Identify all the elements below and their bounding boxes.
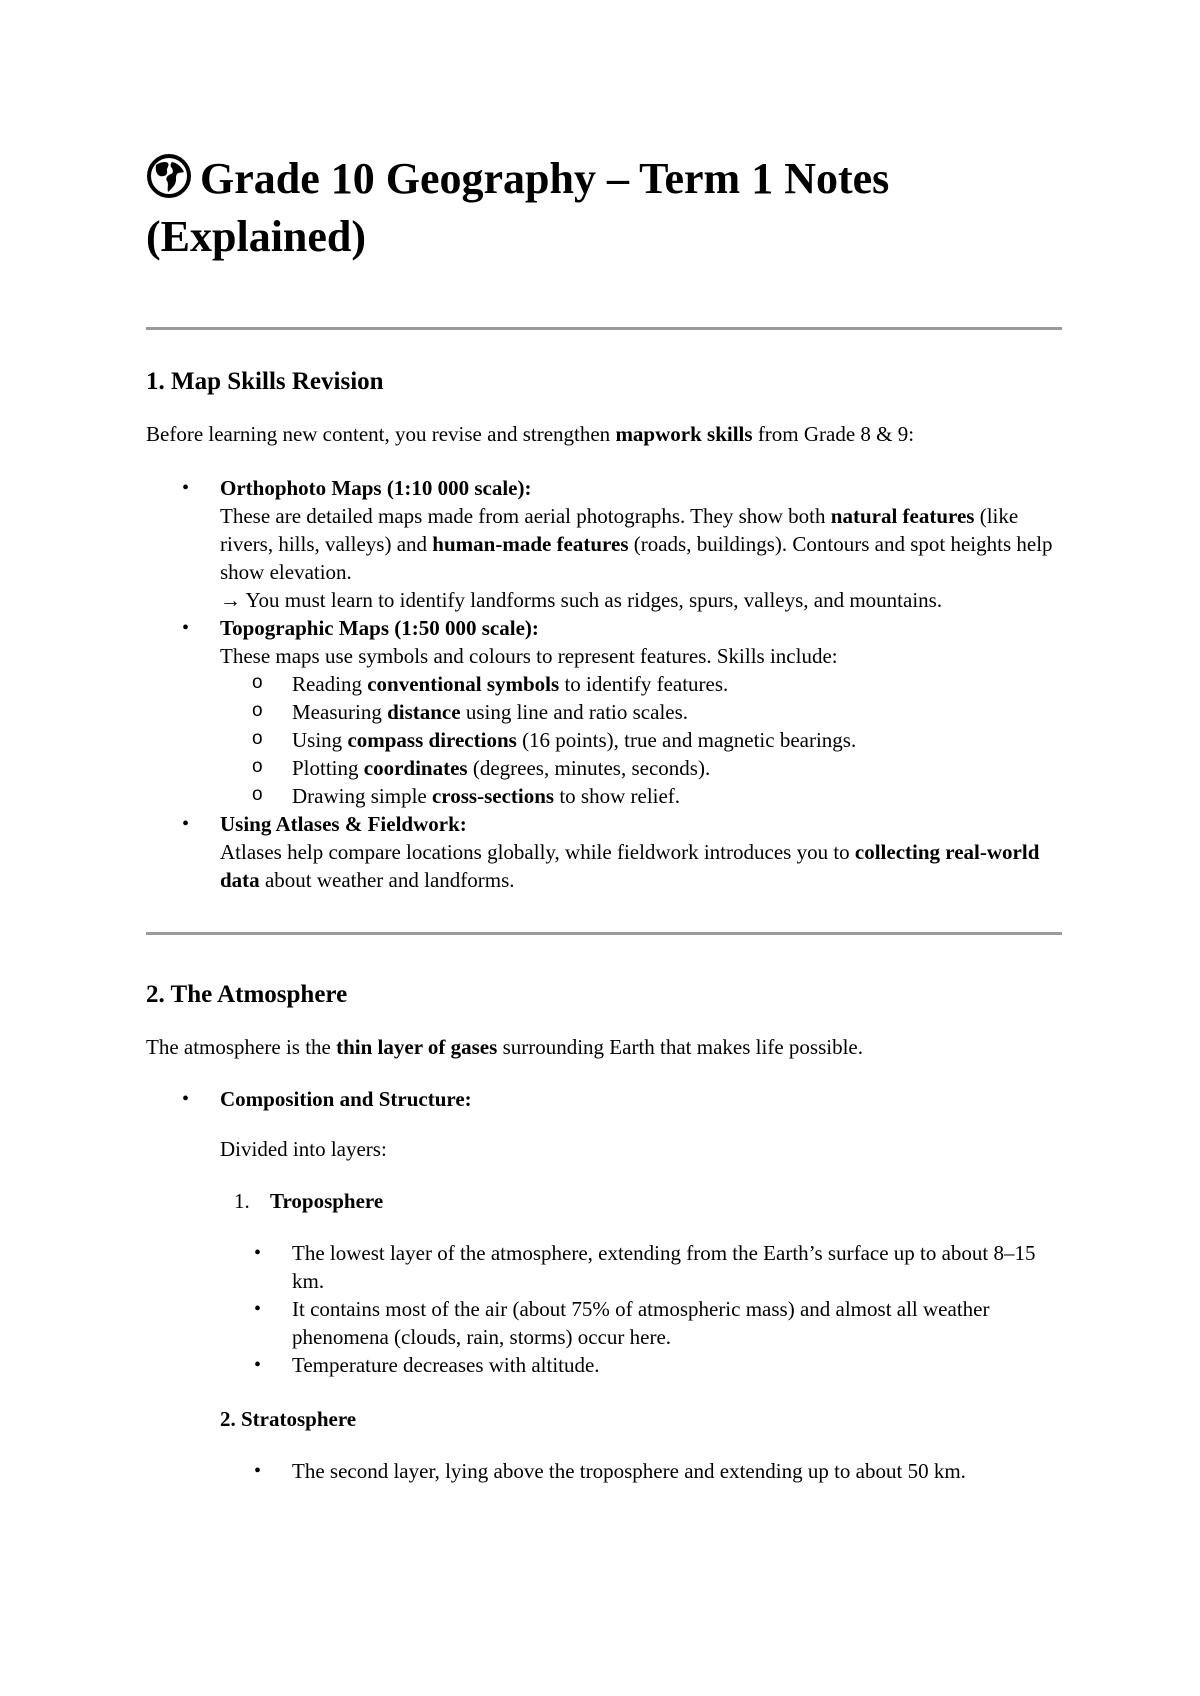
bullet: • (254, 1242, 262, 1264)
circle-bullet: o (252, 756, 263, 777)
point-text: The second layer, lying above the troposphere and extending up to about 50 km. (292, 1459, 966, 1483)
intro-text-end: from Grade 8 & 9: (752, 422, 915, 446)
sub-text: (degrees, minutes, seconds). (467, 756, 711, 780)
point-text: Temperature decreases with altitude. (292, 1353, 600, 1377)
bullet: • (182, 1088, 190, 1110)
item-title: Using Atlases & Fieldwork: (220, 812, 467, 836)
circle-bullet: o (252, 672, 263, 693)
list-item (146, 1457, 1062, 1485)
point-text: It contains most of the air (about 75% of atmospheric mass) and almost all weather phenomena (clouds, rain, storms) occur here. (292, 1297, 990, 1349)
section-intro (146, 420, 1062, 448)
bullet: • (254, 1298, 262, 1320)
item-text: Atlases help compare locations globally, while fieldwork introduces you to (220, 840, 855, 864)
list-item-topographic (146, 614, 1062, 810)
circle-bullet: o (252, 784, 263, 805)
list-item (146, 726, 1062, 754)
item-text: (roads, buildings). Contours and spot heights help show elevation. (220, 532, 1053, 584)
circle-bullet: o (252, 700, 263, 721)
section-heading-map-skills: 1. Map Skills Revision (146, 368, 384, 395)
atmosphere-list (146, 1085, 1062, 1113)
intro-bold: thin layer of gases (336, 1035, 498, 1059)
sub-bold: cross-sections (431, 784, 555, 808)
arrow-icon: → (220, 588, 241, 612)
list-item-atlases (146, 810, 1062, 894)
list-item-composition (146, 1085, 1062, 1113)
stratosphere-points (146, 1457, 1062, 1485)
item-text: These maps use symbols and colours to represent features. Skills include: (220, 644, 838, 668)
topographic-skills-list (220, 670, 1062, 810)
sub-text: Drawing simple (292, 784, 432, 808)
page-title (146, 150, 1062, 266)
point-text: The lowest layer of the atmosphere, extending from the Earth’s surface up to about 8–15 km. (292, 1241, 1036, 1293)
list-item (146, 1351, 1062, 1379)
divider (146, 932, 1062, 935)
divider (146, 327, 1062, 330)
layer-number: 1. (234, 1189, 250, 1213)
list-item (146, 754, 1062, 782)
intro-text: Before learning new content, you revise and strengthen (146, 422, 616, 446)
circle-bullet: o (252, 728, 263, 749)
intro-bold: mapwork skills (615, 422, 753, 446)
sub-bold: distance (387, 700, 461, 724)
list-item (146, 670, 1062, 698)
sub-text: Reading (292, 672, 368, 696)
sub-text: using line and ratio scales. (460, 700, 689, 724)
list-item (146, 698, 1062, 726)
globe-icon (146, 153, 192, 199)
list-item (146, 782, 1062, 810)
layer-title: 2. Stratosphere (220, 1407, 357, 1431)
item-title: Orthophoto Maps (1:10 000 scale): (220, 476, 532, 500)
bullet: • (182, 477, 190, 499)
list-item (146, 1295, 1062, 1351)
sub-text: to show relief. (554, 784, 681, 808)
list-item-orthophoto (146, 474, 1062, 614)
list-item (146, 1239, 1062, 1295)
divided-text: Divided into layers: (220, 1137, 387, 1161)
sub-text: (16 points), true and magnetic bearings. (516, 728, 857, 752)
bullet: • (254, 1460, 262, 1482)
intro-text: The atmosphere is the (146, 1035, 337, 1059)
document-content (146, 150, 1062, 1485)
sub-text: Measuring (292, 700, 388, 724)
item-text: about weather and landforms. (259, 868, 515, 892)
page-title-text: Grade 10 Geography – Term 1 Notes (Explained) (146, 154, 890, 261)
layer-title: Troposphere (270, 1189, 384, 1213)
item-note: You must learn to identify landforms such as ridges, spurs, valleys, and mountains. (241, 588, 943, 612)
sub-bold: coordinates (363, 756, 468, 780)
item-bold: collecting real-world data (220, 840, 1040, 892)
item-title: Topographic Maps (1:50 000 scale): (220, 616, 539, 640)
item-bold: human-made features (432, 532, 629, 556)
item-title: Composition and Structure: (220, 1087, 472, 1111)
section-intro (146, 1033, 1062, 1061)
sub-text: to identify features. (559, 672, 729, 696)
layer-heading-troposphere (146, 1187, 1062, 1215)
map-skills-list (146, 474, 1062, 894)
bullet: • (182, 617, 190, 639)
layer-heading-stratosphere (146, 1405, 1062, 1433)
section-heading-atmosphere: 2. The Atmosphere (146, 981, 348, 1008)
troposphere-points (146, 1239, 1062, 1379)
sub-text: Plotting (292, 756, 364, 780)
sub-text: Using (292, 728, 348, 752)
item-text: These are detailed maps made from aerial photographs. They show both (220, 504, 831, 528)
sub-bold: conventional symbols (367, 672, 560, 696)
item-text: (like rivers, hills, valleys) and (220, 504, 1019, 556)
bullet: • (254, 1354, 262, 1376)
intro-text-end: surrounding Earth that makes life possible. (497, 1035, 863, 1059)
sub-bold: compass directions (347, 728, 517, 752)
item-bold: natural features (830, 504, 975, 528)
bullet: • (182, 813, 190, 835)
